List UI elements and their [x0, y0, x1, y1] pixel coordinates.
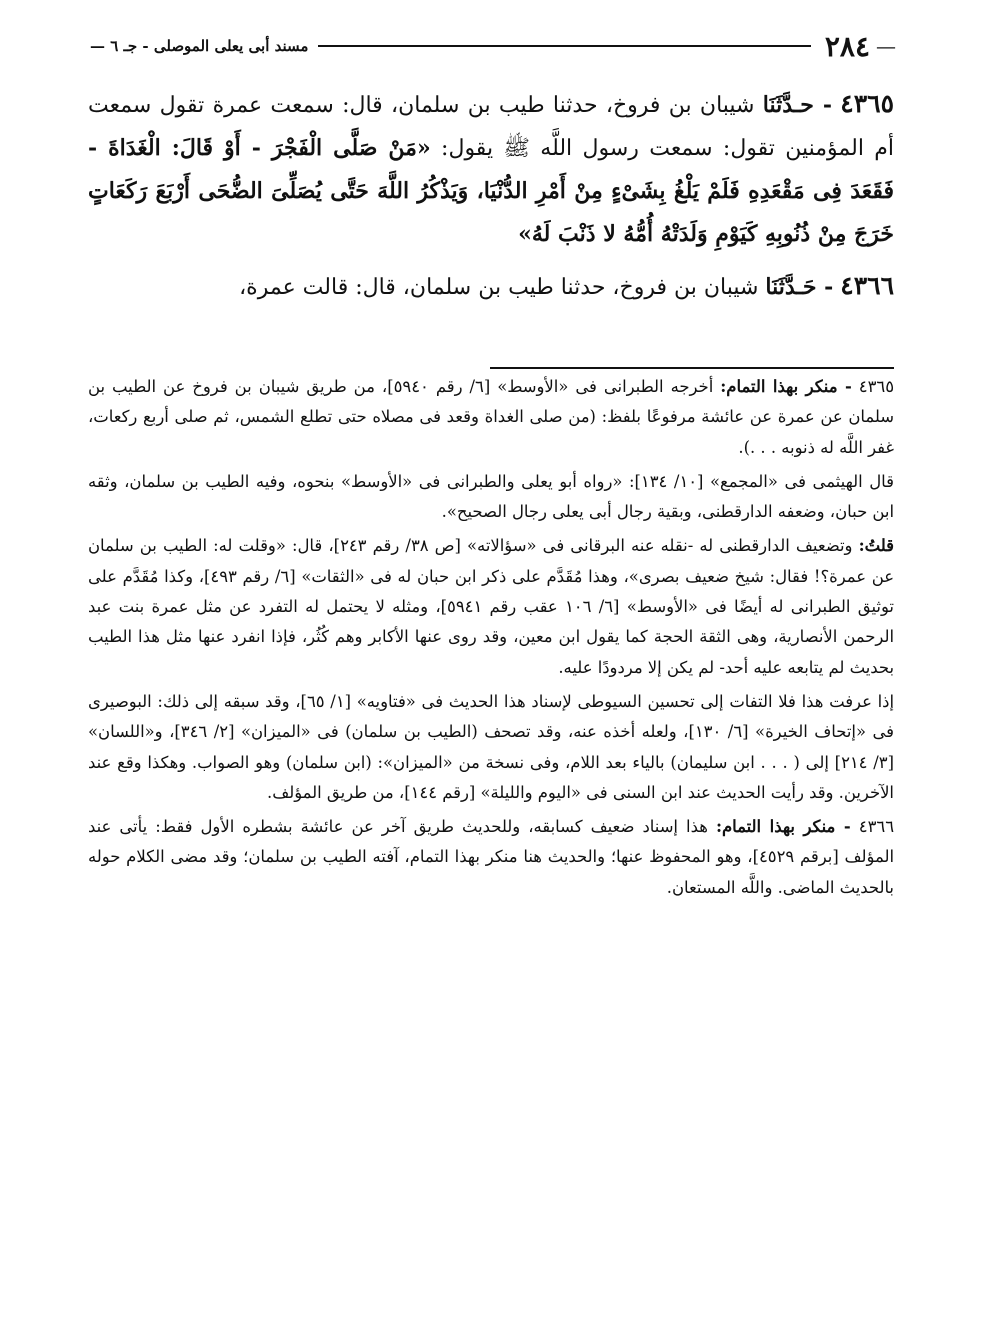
footnote-4366 — [88, 812, 894, 903]
footnote-text: هذا إسناد ضعيف كسابقه، وللحديث طريق آخر عن عائشة بشطره الأول فقط: يأتى عند المؤلف [برقم ٤٥٢٩]، وهو المحفوظ عنها؛ والحديث هنا منكر بهذا التمام، آفته الطيب بن سلمان؛ وقد مضى الكلام حوله بالحديث الماضى. واللَّه المستعان. — [88, 817, 894, 897]
qult-text: وتضعيف الدارقطنى له -نقله عنه البرقانى فى «سؤالاته» [ص ٣٨/ رقم ٢٤٣]، قال: «وقلت له: الطيب بن سلمان عن عمرة؟! فقال: شيخ ضعيف بصرى»، وهذا مُقَدَّم على ذكر ابن حبان له فى «الثقات» [٦/ رقم ٤٩٣]، وكذا مُقَدَّم على توثيق الطبرانى له أيضًا فى «الأوسط» [٦/ ١٠٦ عقب رقم ٥٩٤١]، ومثله لا يحتمل له التفرد عن مثل عمرة بنت عبد الرحمن الأنصارية، وهى الثقة الحجة كما يقول ابن معين، وقد روى عنها الأكابر وهم كُثُر، فإذا انفرد عنها مثل هذا الطيب بحديث لم يتابعه عليه أحد- لم يكن إلا مردودًا عليه. — [88, 536, 895, 677]
hadith-isnad: شيبان بن فروخ، حدثنا طيب بن سلمان، قال: سمعت عمرة تقول سمعت أم المؤمنين تقول: سمعت رسول اللَّه ﷺ يقول: — [88, 93, 895, 161]
footnote-4365 — [88, 372, 894, 463]
hadith-marker: - حَـدَّثَنَا — [765, 274, 834, 300]
hadith-4366 — [88, 264, 894, 309]
footnote-number: ٤٣٦٦ — [858, 817, 894, 837]
footnotes — [88, 372, 894, 907]
qult-label: قلتُ: — [858, 536, 894, 556]
hadith-number: ٤٣٦٦ — [840, 271, 894, 300]
footnote-separator — [490, 367, 894, 369]
main-text — [88, 82, 894, 317]
page-header — [90, 28, 896, 64]
page-number: ٢٨٤ — [824, 29, 870, 63]
footnote-label: - منكر بهذا التمام: — [715, 817, 851, 837]
footnote-text: أخرجه الطبرانى فى «الأوسط» [٦/ رقم ٥٩٤٠]، من طريق شيبان بن فروخ عن الطيب بن سلمان عن عمرة عن عائشة مرفوعًا بلفظ: (من صلى الغداة وقعد فى مصلاه حتى تطلع الشمس، ثم صلى أربع ركعات، غفر اللَّه له ذنوبه . . .). — [88, 377, 894, 457]
footnote-number: ٤٣٦٥ — [858, 377, 894, 396]
header-dash: — — [876, 34, 896, 58]
header-rule — [318, 45, 810, 47]
hadith-4365 — [88, 82, 894, 256]
footnote-suyuti: إذا عرفت هذا فلا التفات إلى تحسين السيوطى لإسناد هذا الحديث فى «فتاويه» [١/ ٦٥]، وقد سبقه إلى ذلك: البوصيرى فى «إتحاف الخيرة» [٦/ ١٣٠]، ولعله أخذه عنه، وقد تصحف (الطيب بن سلمان) فى «الميزان» [٢/ ٣٤٦]، و«اللسان» [٣/ ٢١٤] إلى ( . . . ابن سليمان) بالياء بعد اللام، وفى نسخة من «الميزان»: (ابن سلمان) وهو الصواب. وهكذا وقع عند الآخرين. وقد رأيت الحديث عند ابن السنى فى «اليوم والليلة» [رقم ١٤٤]، من طريق المؤلف. — [88, 691, 895, 802]
hadith-matn: «مَنْ صَلَّى الْفَجْرَ - أَوْ قَالَ: الْغَدَاةَ - فَقَعَدَ فِى مَقْعَدِهِ فَلَمْ يَلْغُ بِشَىْءٍ مِنْ أَمْرِ الدُّنْيَا، وَيَذْكُرُ اللَّهَ حَتَّى يُصَلِّىَ الضُّحَى أَرْبَعَ رَكَعَاتٍ خَرَجَ مِنْ ذُنُوبِهِ كَيَوْمِ وَلَدَتْهُ أُمُّهُ لا ذَنْبَ لَهُ» — [88, 135, 895, 247]
hadith-number: ٤٣٦٥ — [840, 89, 894, 118]
footnote-label: - منكر بهذا التمام: — [720, 377, 852, 396]
hadith-marker: - حـدَّثَنَا — [762, 92, 832, 118]
footnote-haythami: قال الهيثمى فى «المجمع» [١٠/ ١٣٤]: «رواه أبو يعلى والطبرانى فى «الأوسط» بنحوه، وفيه الطيب بن سلمان، وثقه ابن حبان، وضعفه الدارقطنى، وبقية رجال أبى يعلى رجال الصحيح». — [88, 471, 895, 522]
running-title: مسند أبى يعلى الموصلى - جـ ٦ — — [90, 37, 309, 55]
hadith-isnad: شيبان بن فروخ، حدثنا طيب بن سلمان، قال: قالت عمرة، — [239, 275, 759, 300]
footnote-qult — [88, 531, 894, 682]
